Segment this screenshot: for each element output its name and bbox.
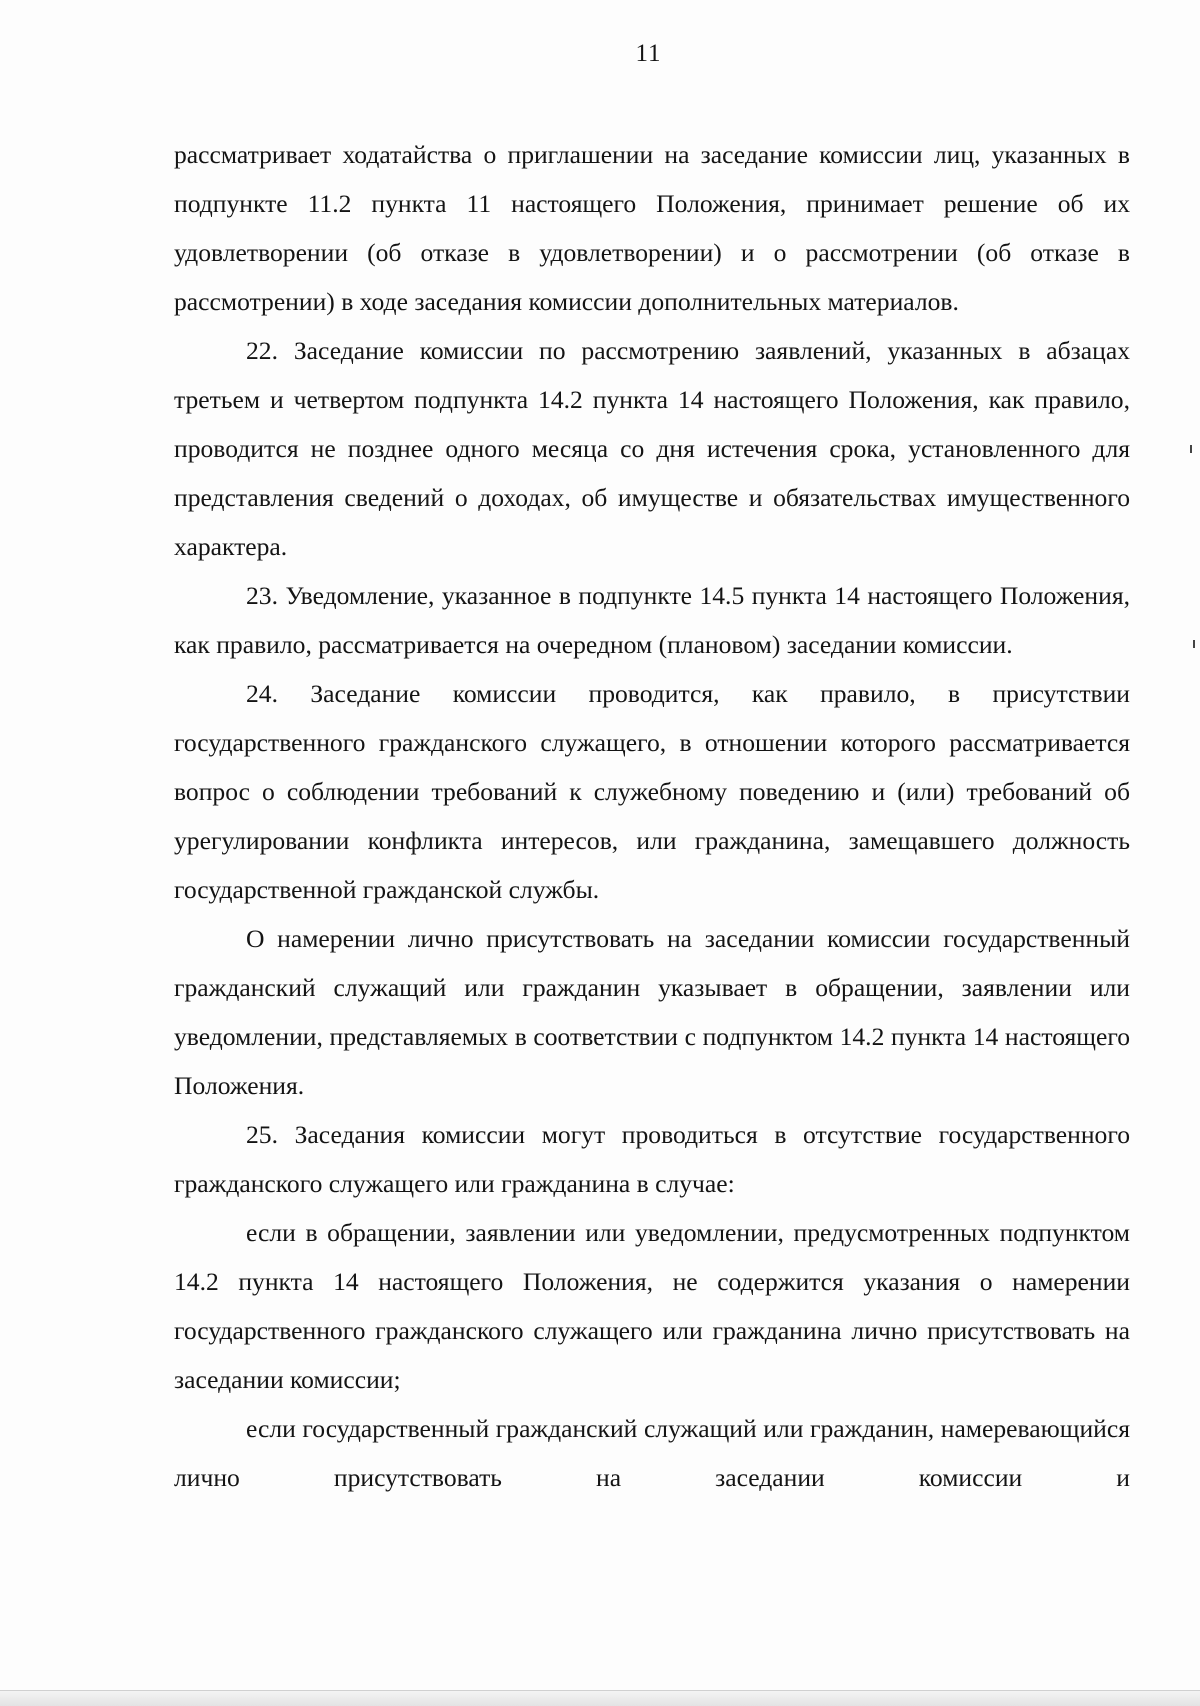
paragraph-case-intending: если государственный гражданский служащий или гражданин, намеревающийся лично присутствовать на заседании комиссии и <box>174 1414 1130 1492</box>
document-body <box>174 130 1130 1502</box>
scan-speck <box>1190 445 1192 453</box>
paragraph-continuation: рассматривает ходатайства о приглашении на заседание комиссии лиц, указанных в подпункте 11.2 пункта 11 настоящего Положения, принимает решение об их удовлетворении (об отказе в удовлетворении) и о рассмотрении (об отказе в рассмотрении) в ходе заседания комиссии дополнительных материалов. <box>174 140 1130 316</box>
paragraph-item-24: 24. Заседание комиссии проводится, как правило, в присутствии государственного гражданского служащего, в отношении которого рассматривается вопрос о соблюдении требований к служебному поведению и (или) требований об урегулировании конфликта интересов, или гражданина, замещавшего должность государственной гражданской службы. <box>174 679 1130 904</box>
paragraph-intent-notice: О намерении лично присутствовать на заседании комиссии государственный гражданский служащий или гражданин указывает в обращении, заявлении или уведомлении, представляемых в соответствии с подпунктом 14.2 пункта 14 настоящего Положения. <box>174 924 1130 1100</box>
page-number: 11 <box>635 40 662 67</box>
paragraph-case-no-indication: если в обращении, заявлении или уведомлении, предусмотренных подпунктом 14.2 пункта 14 настоящего Положения, не содержится указания о намерении государственного гражданского служащего или гражданина лично присутствовать на заседании комиссии; <box>174 1218 1130 1394</box>
paragraph-item-22: 22. Заседание комиссии по рассмотрению заявлений, указанных в абзацах третьем и четвертом подпункта 14.2 пункта 14 настоящего Положения, как правило, проводится не позднее одного месяца со дня истечения срока, установленного для представления сведений о доходах, об имуществе и обязательствах имущественного характера. <box>174 336 1130 561</box>
paragraph-item-25: 25. Заседания комиссии могут проводиться в отсутствие государственного гражданского служащего или гражданина в случае: <box>174 1120 1130 1198</box>
scan-bottom-edge <box>0 1690 1200 1706</box>
paragraph-item-23: 23. Уведомление, указанное в подпункте 14.5 пункта 14 настоящего Положения, как правило, рассматривается на очередном (плановом) заседании комиссии. <box>174 581 1130 659</box>
scan-speck <box>1193 640 1195 648</box>
